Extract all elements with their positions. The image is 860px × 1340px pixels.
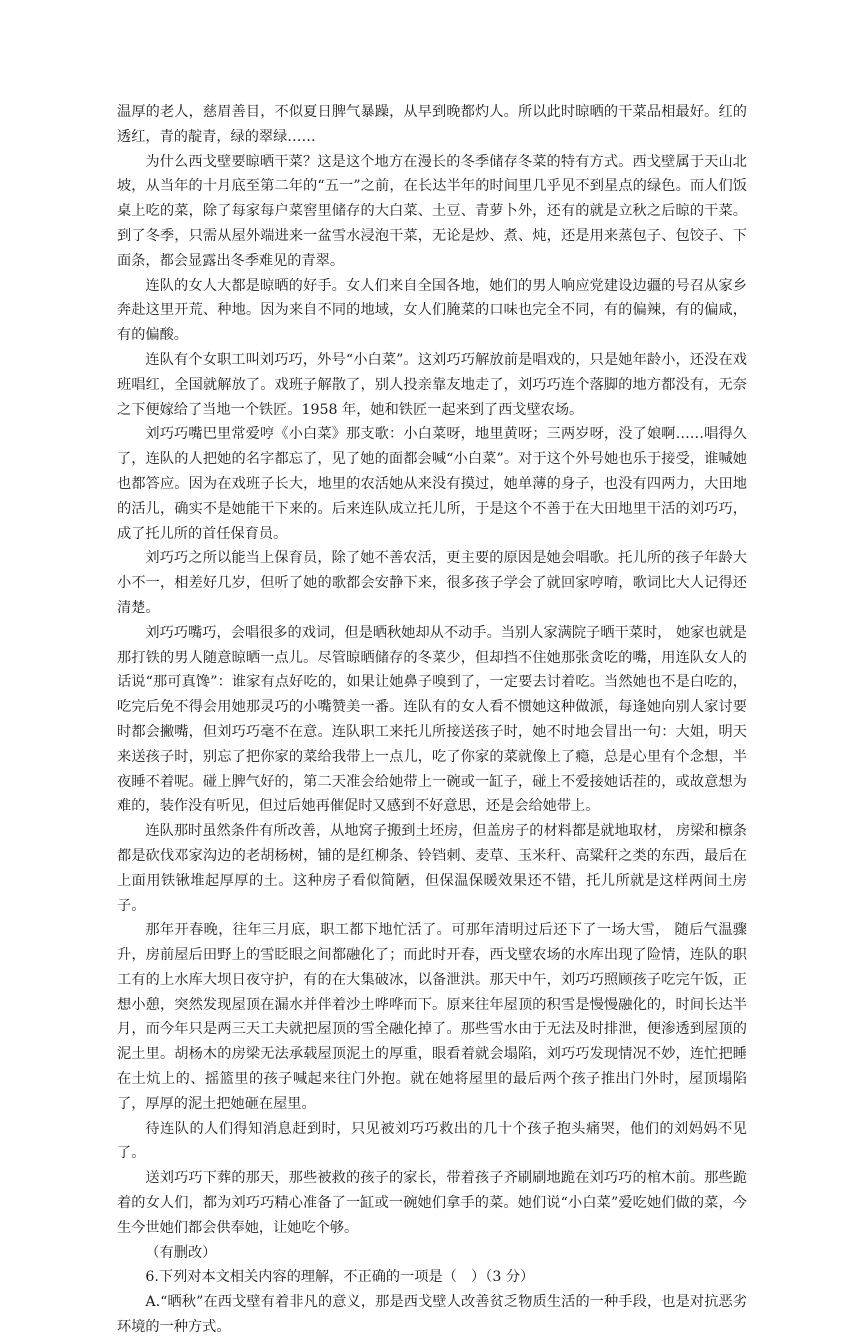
article-paragraph-5: 刘巧巧嘴巴里常爱哼《小白菜》那支歌：小白菜呀，地里黄呀；三两岁呀，没了娘啊……唱得久了，连队的人把她的名字都忘了，见了她的面都会喊“小白菜”。对于这个外号她也乐于接受，谁喊她也都答应。因为在戏班子长大，地里的农活她从来没有摸过，她单薄的身子，也没有四两力，大田地的活儿，确实不是她能干下来的。后来连队成立托儿所，于是这个不善于在大田地里干活的刘巧巧，成了托儿所的首任保育员。 — [117, 426, 747, 542]
article-paragraph-3: 连队的女人大都是晾晒的好手。女人们来自全国各地，她们的男人响应党建设边疆的号召从家乡奔赴这里开荒、种地。因为来自不同的地域，女人们腌菜的口味也完全不同，有的偏辣，有的偏咸，有的偏酸。 — [117, 277, 747, 344]
article-paragraph-10: 待连队的人们得知消息赶到时，只见被刘巧巧救出的几十个孩子抱头痛哭，他们的刘妈妈不见了。 — [117, 1120, 747, 1162]
article-paragraph-7: 刘巧巧嘴巧，会唱很多的戏词，但是晒秋她却从不动手。当别人家满院子晒干菜时， 她家也就是那打铁的男人随意晾晒一点儿。尽管晾晒储存的冬菜少，但却挡不住她那张贪吃的嘴，用连队女人的话说“那可真馋”：谁家有点好吃的，如果让她鼻子嗅到了，一定要去讨着吃。当然她也不是白吃的，吃完后免不得会用她那灵巧的小嘴赞美一番。连队有的女人看不惯她这种做派，每逢她向别人家讨要时都会撇嘴，但刘巧巧毫不在意。连队职工来托儿所接送孩子时，她不时地会冒出一句：大姐，明天来送孩子时，别忘了把你家的菜给我带上一点儿，吃了你家的菜就像上了瘾，总是心里有个念想，半夜睡不着呢。碰上脾气好的，第二天准会给她带上一碗或一缸子，碰上不爱接她话茬的，或故意想为难的，装作没有听见，但过后她再催促时又感到不好意思，还是会给她带上。 — [117, 624, 747, 815]
article-paragraph-6: 刘巧巧之所以能当上保育员，除了她不善农活，更主要的原因是她会唱歌。托儿所的孩子年龄大小不一，相差好几岁，但听了她的歌都会安静下来，很多孩子学会了就回家哼唷，歌词比大人记得还清楚。 — [117, 550, 747, 616]
revision-note: （有删改） — [145, 1244, 217, 1261]
document-page — [117, 100, 747, 1340]
article-paragraph-1: 温厚的老人，慈眉善目，不似夏日脾气暴躁，从早到晚都灼人。所以此时晾晒的干菜品相最好。红的透红，青的靛青，绿的翠绿…… — [117, 104, 747, 145]
question-stem: 6.下列对本文相关内容的理解，不正确的一项是（ ）（3 分） — [145, 1269, 535, 1286]
article-paragraph-8: 连队那时虽然条件有所改善，从地窝子搬到土坯房，但盖房子的材料都是就地取材， 房梁和檩条都是砍伐邓家沟边的老胡杨树，铺的是红柳条、铃铛刺、麦草、玉米秆、高粱秆之类的东西，最后在上面用铁锹堆起厚厚的土。这种房子看似简陋，但保温保暖效果还不错，托儿所就是这样两间土房子。 — [117, 823, 747, 914]
article-paragraph-9: 那年开春晚，往年三月底，职工都下地忙活了。可那年清明过后还下了一场大雪， 随后气温骤升，房前屋后田野上的雪眨眼之间都融化了；而此时开春，西戈壁农场的水库出现了险情，连队的职工有的上水库大坝日夜守护，有的在大集破冰，以备泄洪。那天中午，刘巧巧照顾孩子吃完午饭，正想小憩，突然发现屋顶在漏水并伴着沙土哗哗而下。原来往年屋顶的积雪是慢慢融化的，时间长达半月，而今年只是两三天工夫就把屋顶的雪全融化掉了。那些雪水由于无法及时排泄，便渗透到屋顶的泥土里。胡杨木的房梁无法承载屋顶泥土的厚重，眼看着就会塌陷，刘巧巧发现情况不妙，连忙把睡在土炕上的、摇篮里的孩子喊起来往门外抱。就在她将屋里的最后两个孩子推出门外时，屋顶塌陷了，厚厚的泥土把她砸在屋里。 — [117, 922, 747, 1112]
question-option-a: A.“晒秋”在西戈壁有着非凡的意义，那是西戈壁人改善贫乏物质生活的一种手段，也是对抗恶劣环境的一种方式。 — [117, 1294, 747, 1336]
article-paragraph-2: 为什么西戈壁要晾晒干菜？这是这个地方在漫长的冬季储存冬菜的特有方式。西戈壁属于天山北坡，从当年的十月底至第二年的“五一”之前，在长达半年的时间里几乎见不到星点的绿色。而人们饭桌上吃的菜，除了每家每户菜窖里储存的大白菜、土豆、青萝卜外，还有的就是立秋之后晾的干菜。到了冬季，只需从屋外端进来一盆雪水浸泡干菜，无论是炒、煮、炖，还是用来蒸包子、包饺子、下面条，都会显露出冬季难见的青翠。 — [117, 153, 747, 269]
article-paragraph-4: 连队有个女职工叫刘巧巧，外号“小白菜”。这刘巧巧解放前是唱戏的，只是她年龄小，还没在戏班唱红，全国就解放了。戏班子解散了，别人投亲靠友地走了，刘巧巧连个落脚的地方都没有，无奈之下便嫁给了当地一个铁匠。1958 年，她和铁匠一起来到了西戈壁农场。 — [117, 351, 747, 418]
article-paragraph-11: 送刘巧巧下葬的那天，那些被救的孩子的家长，带着孩子齐刷刷地跪在刘巧巧的棺木前。那些跪着的女人们，都为刘巧巧精心准备了一缸或一碗她们拿手的菜。她们说“小白菜”爱吃她们做的菜，今生今世她们都会供奉她，让她吃个够。 — [117, 1170, 747, 1236]
